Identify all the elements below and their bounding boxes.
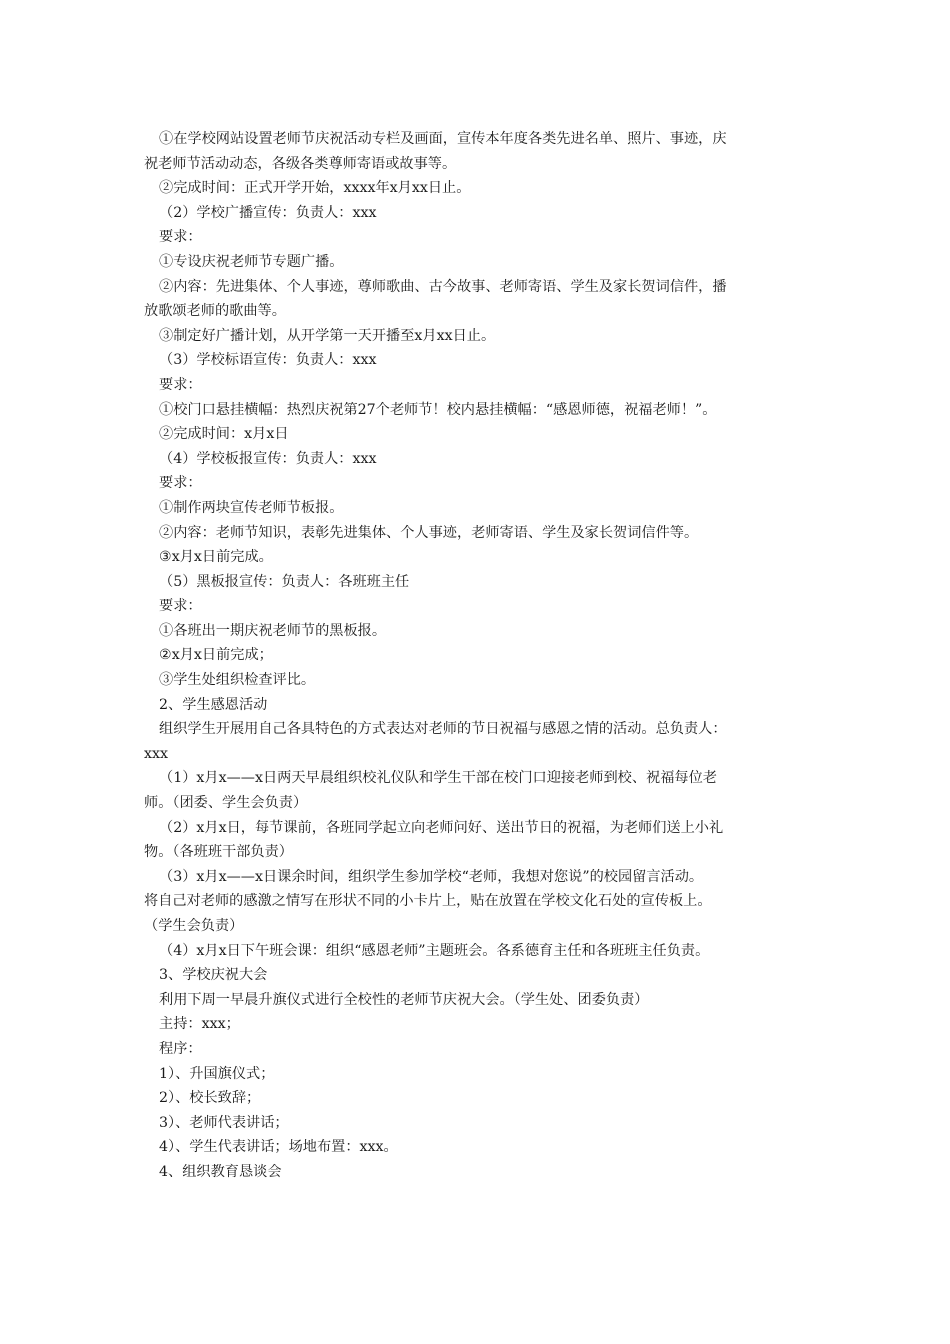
text-line: （2）学校广播宣传：负责人：xxx — [159, 204, 377, 221]
text-line: xxx — [144, 745, 169, 762]
text-line: ②x月x日前完成； — [159, 647, 273, 664]
text-line: （5）黑板报宣传：负责人：各班班主任 — [159, 573, 410, 590]
section-heading: 3、学校庆祝大会 — [159, 967, 268, 984]
text-line: 要求： — [159, 229, 202, 246]
text-line: 3）、老师代表讲话； — [159, 1114, 289, 1131]
section-heading: 4、组织教育恳谈会 — [159, 1163, 282, 1180]
text-line: 要求： — [159, 376, 202, 393]
text-line: （2）x月x日，每节课前，各班同学起立向老师问好、送出节日的祝福，为老师们送上小礼 — [159, 819, 724, 836]
section-heading: 2、学生感恩活动 — [159, 696, 268, 713]
text-line: ③学生处组织检查评比。 — [159, 672, 316, 689]
text-line: 组织学生开展用自己各具特色的方式表达对老师的节日祝福与感恩之情的活动。总负责人： — [159, 721, 727, 738]
text-line: 要求： — [159, 475, 202, 492]
text-line: ①校门口悬挂横幅：热烈庆祝第27个老师节！校内悬挂横幅：“感恩师德，祝福老师！”。 — [159, 401, 717, 418]
text-line: 放歌颂老师的歌曲等。 — [144, 303, 286, 320]
text-line: 程序： — [159, 1040, 202, 1057]
text-line: ①在学校网站设置老师节庆祝活动专栏及画面，宣传本年度各类先进名单、照片、事迹，庆 — [159, 131, 727, 147]
text-line: 利用下周一早晨升旗仪式进行全校性的老师节庆祝大会。（学生处、团委负责） — [159, 991, 649, 1008]
document-page — [144, 127, 806, 1185]
text-line: （3）x月x——x日课余时间，组织学生参加学校“老师，我想对您说”的校园留言活动。 — [159, 868, 704, 885]
text-line: 主持：xxx； — [159, 1016, 240, 1033]
text-line: （4）x月x日下午班会课：组织“感恩老师”主题班会。各系德育主任和各班班主任负责。 — [159, 942, 710, 959]
text-line: 要求： — [159, 598, 202, 615]
text-line: （3）学校标语宣传：负责人：xxx — [159, 352, 377, 369]
text-line: ②内容：老师节知识，表彰先进集体、个人事迹，老师寄语、学生及家长贺词信件等。 — [159, 524, 699, 541]
text-line: ②完成时间：x月x日 — [159, 426, 289, 443]
text-line: （4）学校板报宣传：负责人：xxx — [159, 450, 377, 467]
text-line: ③x月x日前完成。 — [159, 549, 273, 566]
text-line: ②完成时间：正式开学开始，xxxx年x月xx日止。 — [159, 180, 471, 197]
text-line: （学生会负责） — [144, 918, 244, 934]
text-line: ①专设庆祝老师节专题广播。 — [159, 253, 344, 270]
text-line: 物。（各班班干部负责） — [144, 844, 293, 861]
text-line: ②内容：先进集体、个人事迹，尊师歌曲、古今故事、老师寄语、学生及家长贺词信件，播 — [159, 278, 727, 295]
text-line: 2）、校长致辞； — [159, 1090, 261, 1107]
text-line: 将自己对老师的感激之情写在形状不同的小卡片上，贴在放置在学校文化石处的宣传板上。 — [144, 893, 712, 910]
text-line: 师。（团委、学生会负责） — [144, 795, 308, 812]
text-line: （1）x月x——x日两天早晨组织校礼仪队和学生干部在校门口迎接老师到校、祝福每位老 — [159, 770, 717, 787]
text-line: ③制定好广播计划，从开学第一天开播至x月xx日止。 — [159, 327, 496, 344]
text-line: ①各班出一期庆祝老师节的黑板报。 — [159, 622, 387, 639]
text-line: 祝老师节活动动态，各级各类尊师寄语或故事等。 — [144, 155, 457, 172]
text-line: 1）、升国旗仪式； — [159, 1065, 275, 1082]
text-line: 4）、学生代表讲话；场地布置：xxx。 — [159, 1139, 398, 1156]
text-line: ①制作两块宣传老师节板报。 — [159, 499, 344, 516]
